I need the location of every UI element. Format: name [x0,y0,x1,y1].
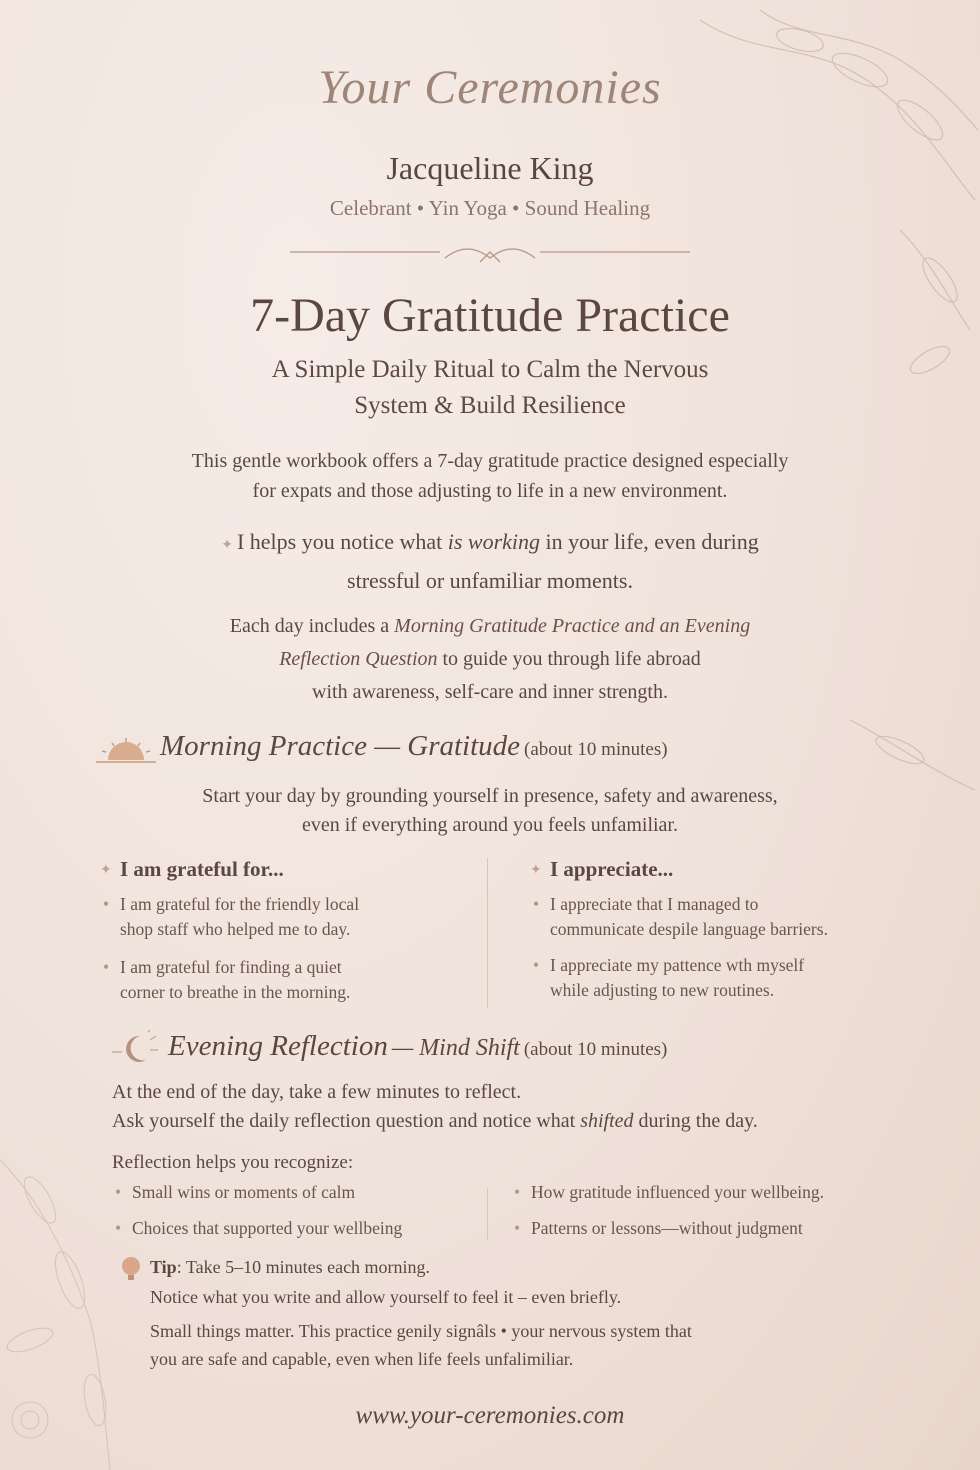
tip-label: Tip [150,1257,177,1277]
tip-paragraph [150,1317,910,1373]
evening-text-2-emph: shifted [580,1110,634,1132]
evening-intro [112,1078,932,1136]
appreciate-item-line: communicate despile language barriers. [550,919,828,939]
morning-text-2: even if everything around you feels unfamiliar. [302,814,678,836]
column-divider [487,1188,488,1240]
recognize-item: • Choices that supported your wellbeing [132,1216,402,1241]
subtitle [0,352,980,424]
daily-line-1 [100,610,880,643]
evening-heading-subtitle: — Mind Shift [391,1035,520,1061]
tip-bulb-icon [120,1256,142,1282]
tip-text-1: : Take 5–10 minutes each morning. [176,1257,431,1277]
appreciate-item [550,953,804,1003]
note-pre: I helps you notice what [236,529,448,554]
evening-text-2-pre: Ask yourself the daily reflection question and notice what [112,1110,581,1132]
daily-emph-1: Morning Gratitude Practice and an Evening [394,615,751,637]
column-divider [487,858,488,1008]
note-paragraph [100,524,880,598]
note-line-1 [100,524,880,563]
intro-paragraph [100,446,880,506]
grateful-item-line: corner to breathe in the morning. [120,982,351,1002]
recognize-item: • Small wins or moments of calm [132,1180,355,1205]
daily-paragraph [100,610,880,709]
sunrise-icon [96,736,156,766]
appreciate-item-line: while adjusting to new routines. [550,980,775,1000]
morning-heading [160,730,668,763]
brand-logo-text: Your Ceremonies [318,61,662,114]
intro-line-2: for expats and those adjusting to life in a new environment. [252,480,728,502]
appreciate-item-line: • I appreciate my pattence wth myself [550,955,805,975]
morning-intro [100,782,880,840]
subtitle-line-1: A Simple Daily Ritual to Calm the Nervous [271,356,709,383]
appreciate-item [550,892,828,942]
tip-line-4: you are safe and capable, even when life feels unfalimiliar. [150,1349,574,1369]
grateful-item-line: shop staff who helped me to day. [120,919,351,939]
daily-line-2 [100,643,880,676]
subtitle-line-2: System & Build Resilience [354,392,626,419]
note-emphasis: is working [447,529,541,554]
sparkle-icon: ✦ [530,862,542,878]
evening-heading-title: Evening Reflection [168,1030,388,1062]
celebrant-name: Jacqueline King [386,150,594,186]
evening-heading [168,1030,667,1063]
recognize-item: • How gratitude influenced your wellbeing. [531,1180,824,1205]
note-post: in your life, even during [540,529,759,554]
appreciate-item-line: • I appreciate that I managed to [550,894,759,914]
morning-text-1: Start your day by grounding yourself in presence, safety and awareness, [202,785,778,807]
morning-duration: (about 10 minutes) [524,739,668,760]
daily-post: to guide you through life abroad [437,648,701,670]
roles-line: Celebrant • Yin Yoga • Sound Healing [329,196,651,220]
grateful-title: I am grateful for... [120,857,284,881]
intro-line-1: This gentle workbook offers a 7-day gratitude practice designed especially [191,450,789,472]
grateful-item-line: • I am grateful for the friendly local [120,894,360,914]
tip-line-3: Small things matter. This practice genily signâls • your nervous system that [150,1321,692,1341]
sparkle-icon: ✦ [221,538,233,553]
moon-icon [110,1030,162,1066]
recognize-item: • Patterns or lessons—without judgment [531,1216,803,1241]
evening-text-2-post: during the day. [633,1110,758,1132]
grateful-item-line: • I am grateful for finding a quiet [120,957,342,977]
tip-line-1 [150,1253,430,1281]
grateful-item [120,955,350,1005]
morning-heading-title: Morning Practice — Gratitude [160,730,521,762]
daily-pre: Each day includes a [229,615,395,637]
recognize-label: Reflection helps you recognize: [112,1152,354,1173]
daily-line-3: with awareness, self-care and inner strength. [312,681,668,703]
page-title: 7-Day Gratitude Practice [250,289,730,342]
website-link[interactable]: www.your-ceremonies.com [355,1402,625,1429]
sparkle-icon: ✦ [100,862,112,878]
daily-emph-2: Reflection Question [279,648,438,670]
grateful-item [120,892,359,942]
appreciate-title: I appreciate... [550,857,674,881]
note-line-2: stressful or unfamiliar moments. [347,568,633,593]
evening-text-1: At the end of the day, take a few minutes to reflect. [112,1081,522,1103]
evening-text-2 [112,1107,932,1136]
evening-duration: (about 10 minutes) [523,1039,668,1060]
tip-line-2: Notice what you write and allow yourself to feel it – even briefly. [150,1287,622,1307]
